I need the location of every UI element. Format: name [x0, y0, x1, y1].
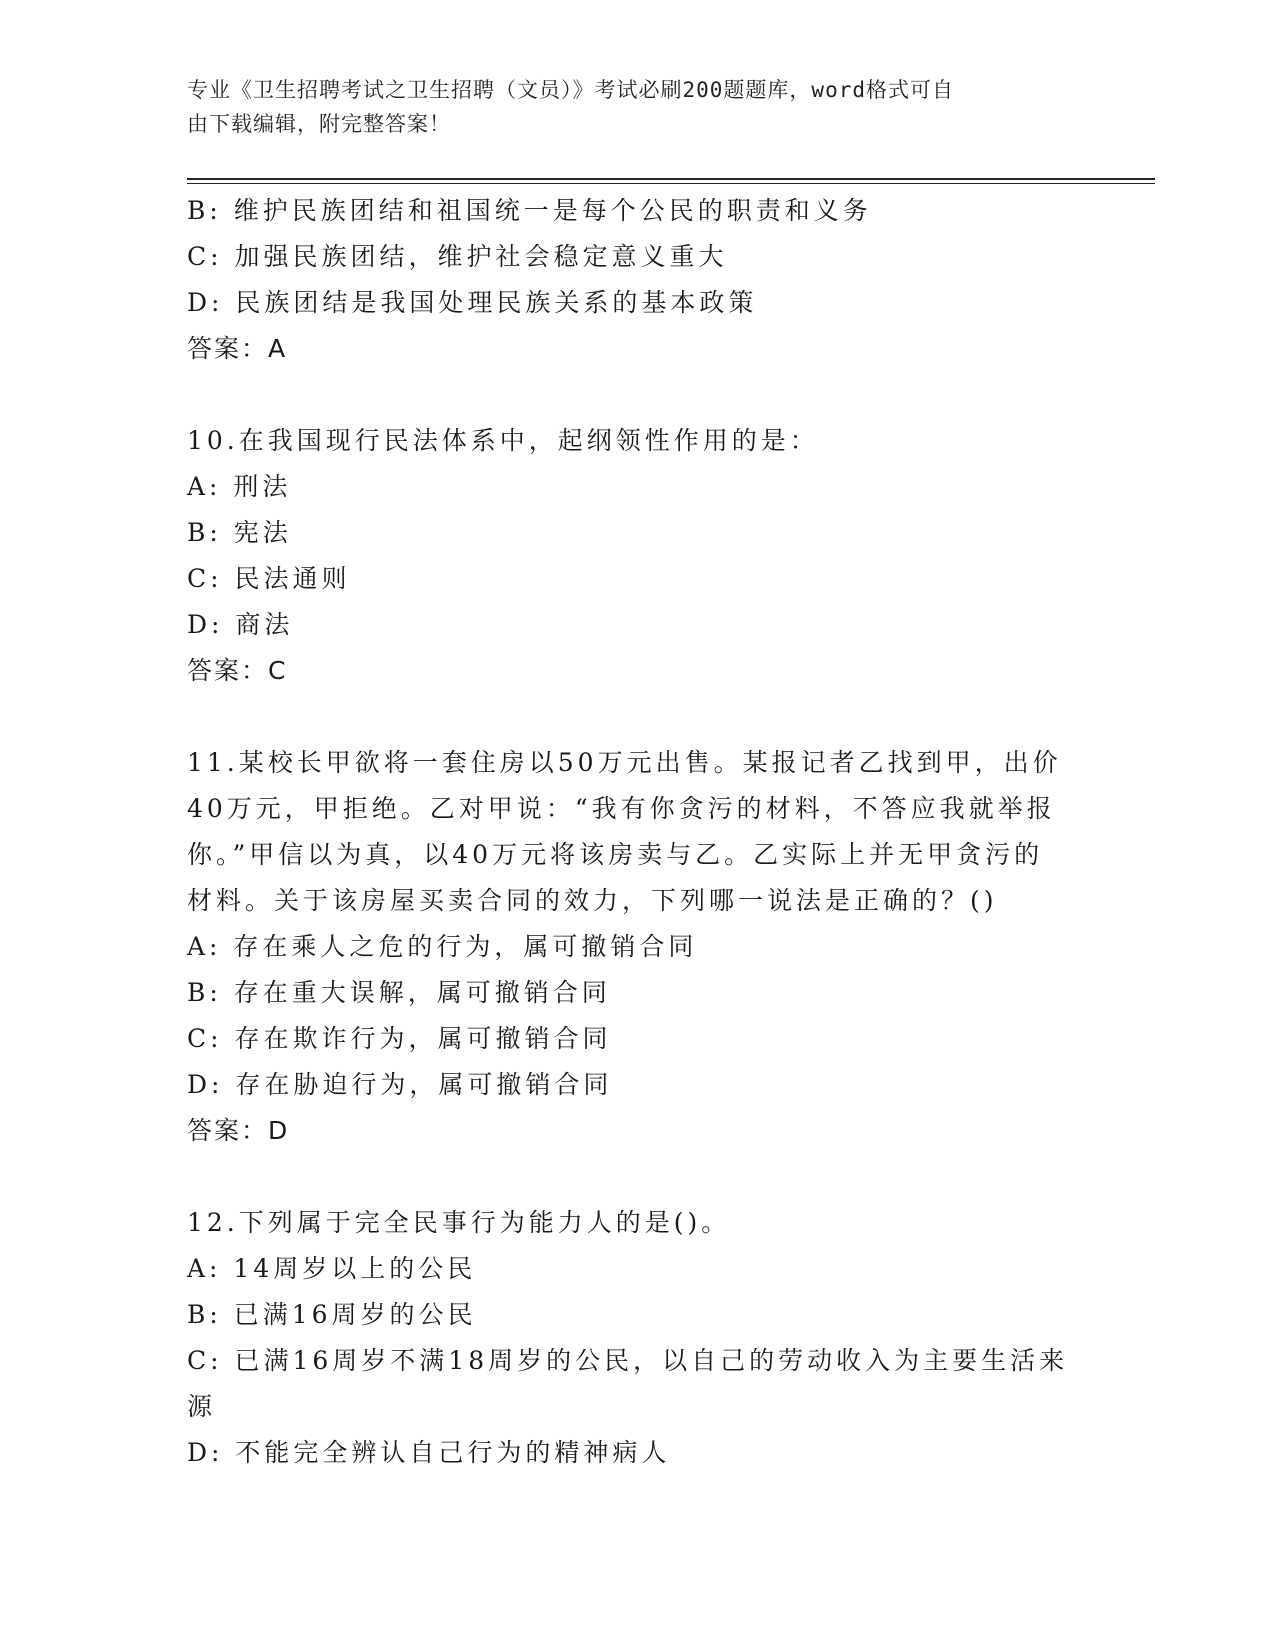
q10-answer: 答案：C [187, 656, 288, 685]
q11-option-d: D: 存在胁迫行为，属可撤销合同 [187, 1070, 613, 1099]
q10-option-d: D: 商法 [187, 610, 294, 639]
spacer [187, 694, 1087, 740]
q9-option-c: C: 加强民族团结，维护社会稳定意义重大 [187, 242, 728, 271]
question-9 [187, 188, 1087, 372]
q12-option-c-line-2: 源 [187, 1392, 217, 1421]
q11-option-a: A: 存在乘人之危的行为，属可撤销合同 [187, 932, 698, 961]
q12-option-c-line-1: C: 已满16周岁不满18周岁的公民，以自己的劳动收入为主要生活来 [187, 1346, 1069, 1375]
header-line-2: 由下载编辑，附完整答案！ [187, 112, 451, 136]
q12-option-d: D: 不能完全辨认自己行为的精神病人 [187, 1438, 671, 1467]
question-11 [187, 740, 1087, 1154]
q12-stem: 12.下列属于完全民事行为能力人的是()。 [187, 1208, 731, 1237]
q10-option-b: B: 宪法 [187, 518, 292, 547]
q9-option-d: D: 民族团结是我国处理民族关系的基本政策 [187, 288, 758, 317]
q11-stem-line-2: 40万元，甲拒绝。乙对甲说：“我有你贪污的材料，不答应我就举报 [187, 794, 1056, 823]
q12-option-b: B: 已满16周岁的公民 [187, 1300, 477, 1329]
header-line-1: 专业《卫生招聘考试之卫生招聘（文员）》考试必刷200题题库，word格式可自 [187, 78, 954, 102]
q11-answer: 答案：D [187, 1116, 290, 1145]
spacer [187, 1154, 1087, 1200]
q10-stem: 10.在我国现行民法体系中，起纲领性作用的是： [187, 426, 819, 455]
question-12 [187, 1200, 1087, 1476]
q11-stem-line-4: 材料。关于该房屋买卖合同的效力，下列哪一说法是正确的？() [187, 886, 998, 915]
q11-option-c: C: 存在欺诈行为，属可撤销合同 [187, 1024, 612, 1053]
spacer [187, 372, 1087, 418]
q11-stem-line-3: 你。”甲信以为真，以40万元将该房卖与乙。乙实际上并无甲贪污的 [187, 840, 1044, 869]
document-header [187, 73, 1087, 141]
q9-answer: 答案：A [187, 334, 288, 363]
question-10 [187, 418, 1087, 694]
header-divider-thin [187, 183, 1155, 184]
q12-option-a: A: 14周岁以上的公民 [187, 1254, 477, 1283]
q10-option-a: A: 刑法 [187, 472, 292, 501]
document-content [187, 188, 1087, 1476]
q9-option-b: B: 维护民族团结和祖国统一是每个公民的职责和义务 [187, 196, 872, 225]
q10-option-c: C: 民法通则 [187, 564, 351, 593]
header-divider-thick [187, 178, 1155, 180]
q11-stem-line-1: 11.某校长甲欲将一套住房以50万元出售。某报记者乙找到甲，出价 [187, 748, 1062, 777]
q11-option-b: B: 存在重大误解，属可撤销合同 [187, 978, 611, 1007]
